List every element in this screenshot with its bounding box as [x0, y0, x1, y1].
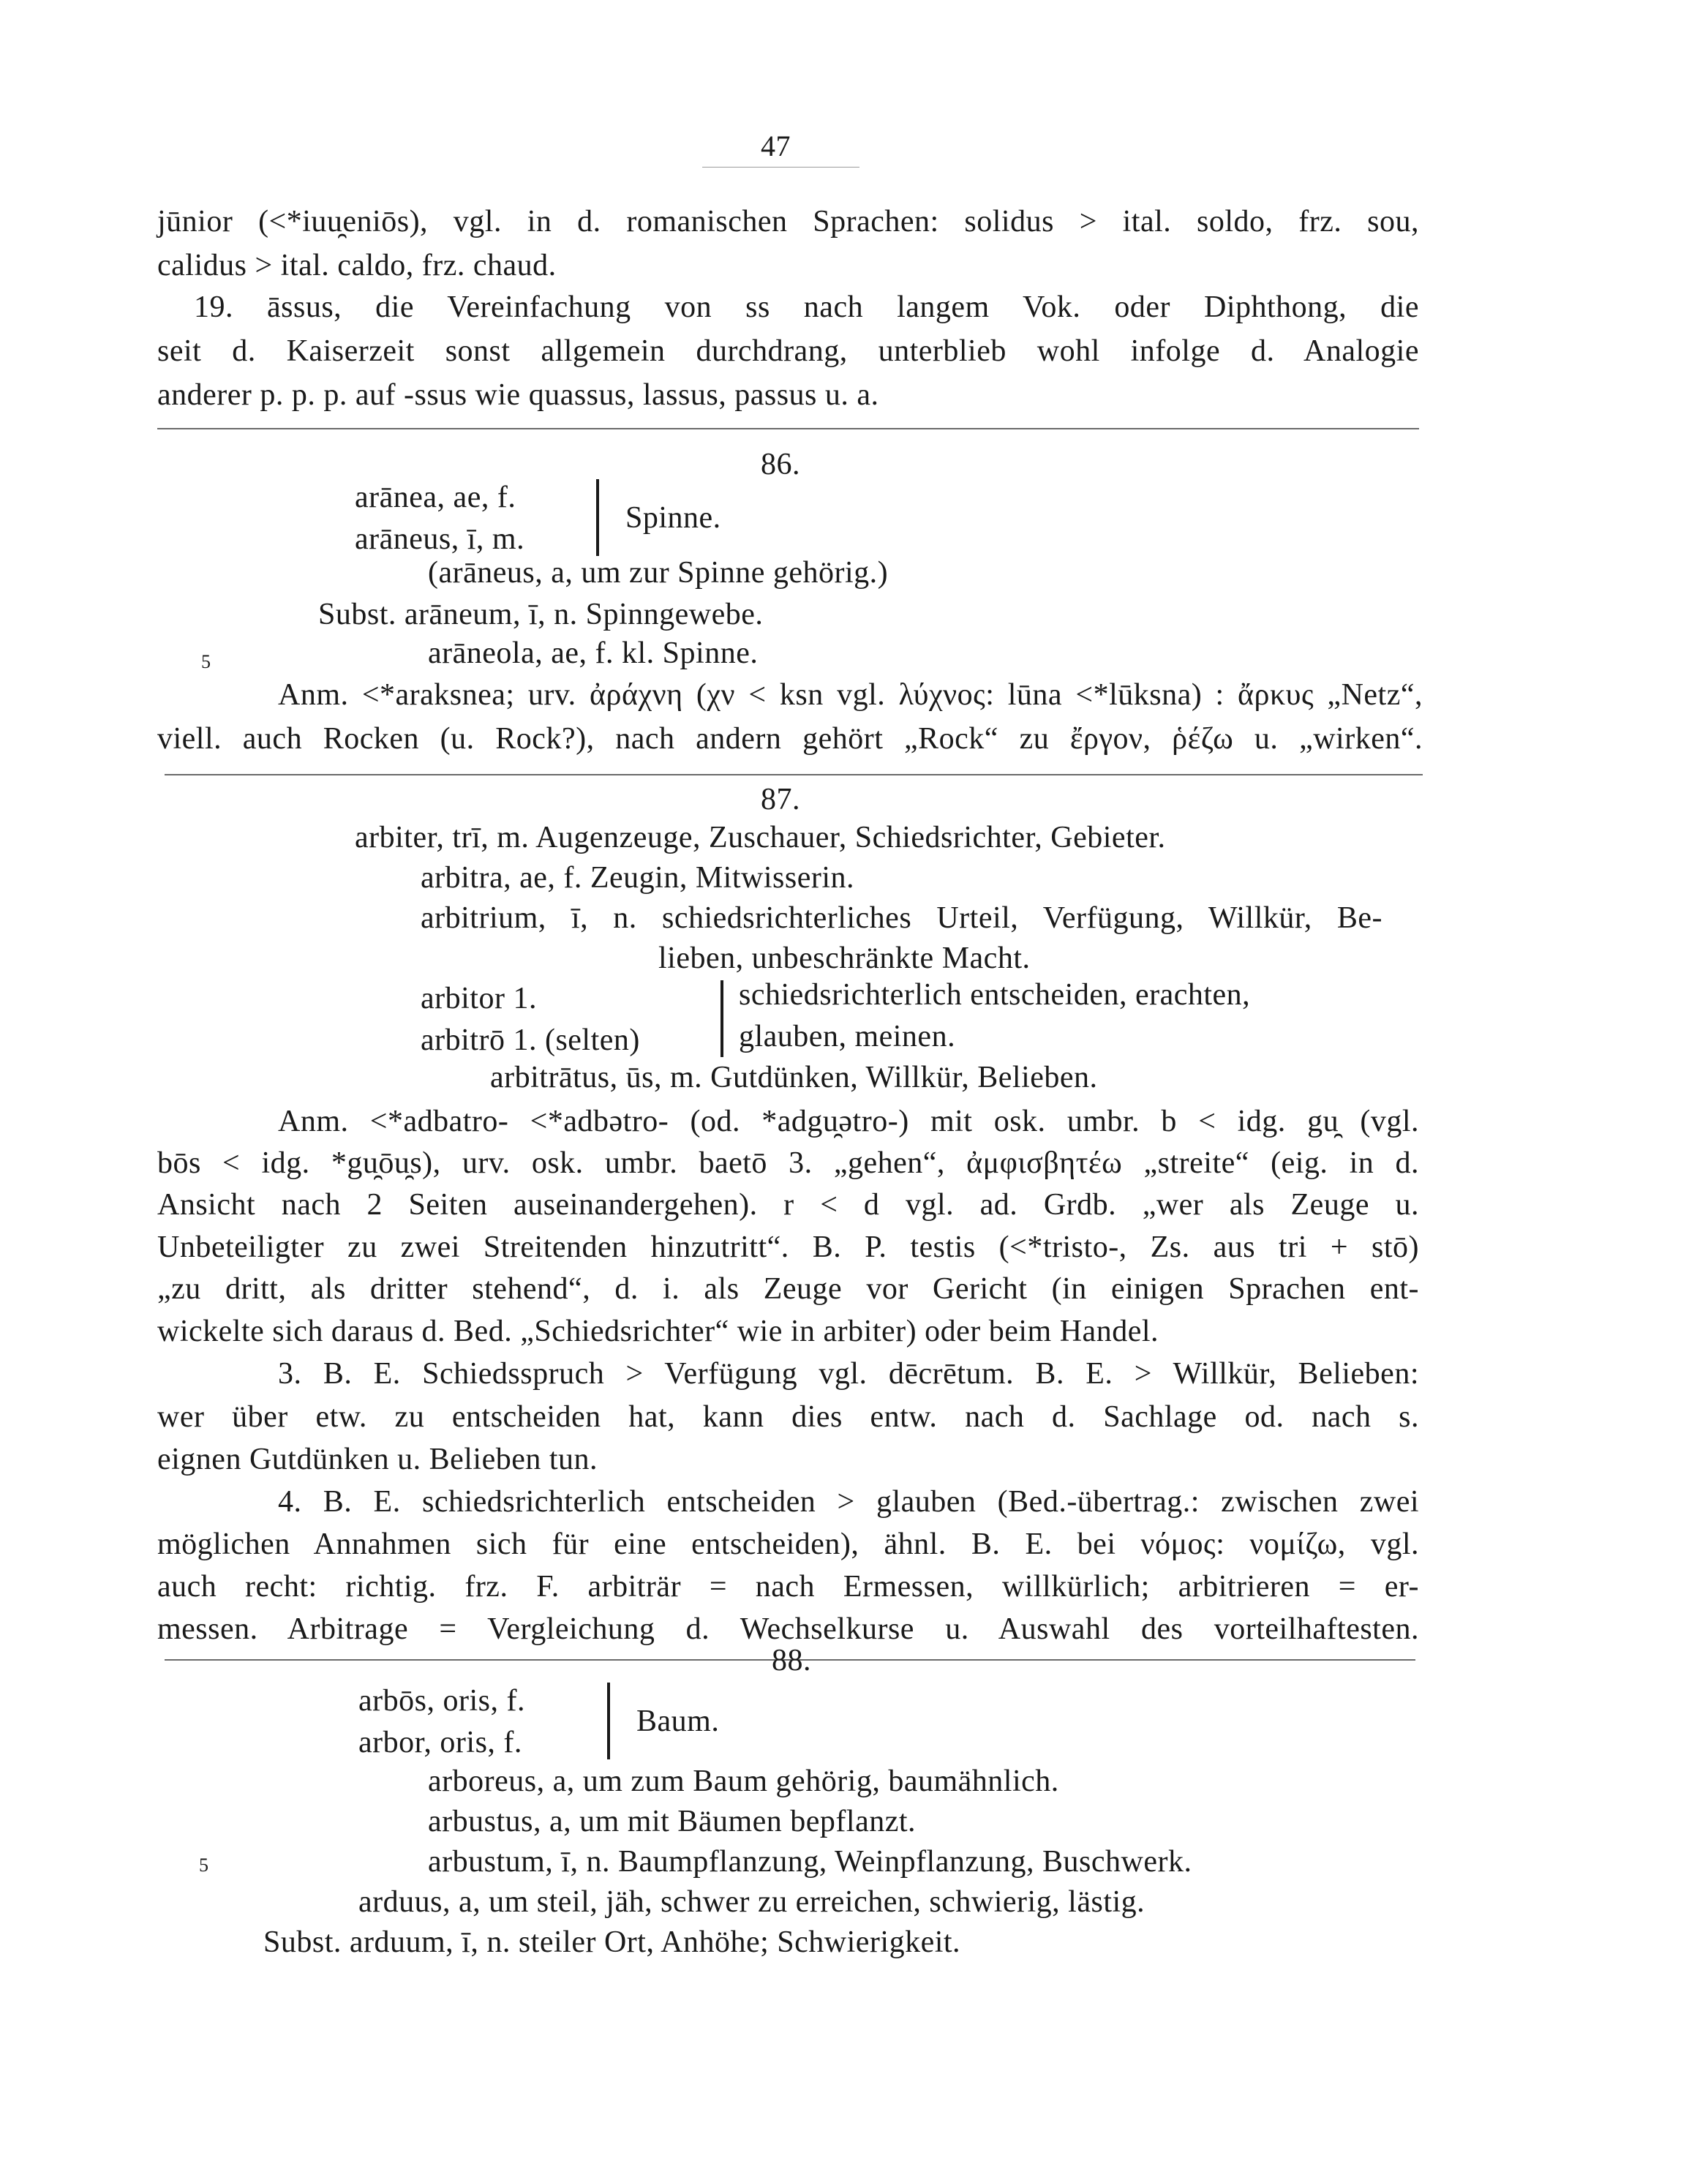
entry-line: (arāneus, a, um zur Spinne gehörig.)	[428, 556, 889, 590]
entry-line: arbitrium, ī, n. schiedsrichterliches Urteil, Verfügung, Willkür, Be-	[421, 901, 1382, 935]
headword: arbitrō 1. (selten)	[421, 1023, 640, 1057]
section-divider	[165, 774, 1423, 775]
anm-line: Unbeteiligter zu zwei Streitenden hinzutritt“. B. P. testis (<*tristo-, Zs. aus tri + stō)	[157, 1230, 1419, 1264]
grouping-brace	[721, 980, 723, 1057]
headword: arāneus, ī, m.	[355, 522, 525, 556]
anm-line: wer über etw. zu entscheiden hat, kann dies entw. nach d. Sachlage od. nach s.	[157, 1400, 1419, 1434]
anm-line: Anm. <*adbatro- <*adbətro- (od. *adgu̯ətro-) mit osk. umbr. b < idg. gu̯ (vgl.	[278, 1105, 1419, 1138]
headword: arānea, ae, f.	[355, 481, 516, 514]
entry-line: arbustus, a, um mit Bäumen bepflanzt.	[428, 1805, 917, 1838]
entry-number: 86.	[761, 448, 800, 481]
grouping-brace	[607, 1683, 610, 1759]
entry-line: arbustum, ī, n. Baumpflanzung, Weinpflanzung, Buschwerk.	[428, 1845, 1192, 1879]
headword: arbiter, trī, m. Augenzeuge, Zuschauer, Schiedsrichter, Gebieter.	[355, 821, 1166, 854]
anm-line: „zu dritt, als dritter stehend“, d. i. als Zeuge vor Gericht (in einigen Sprachen ent-	[157, 1272, 1419, 1306]
entry-line: arāneola, ae, f. kl. Spinne.	[428, 636, 759, 670]
intro-line: 19. āssus, die Vereinfachung von ss nach langem Vok. oder Diphthong, die	[194, 290, 1419, 324]
page-number: 47	[761, 129, 791, 162]
entry-number: 88.	[772, 1644, 811, 1677]
anm-line: bōs < idg. *gu̯ōu̯s), urv. osk. umbr. baetō 3. „gehen“, ἀμφισβητέω „streite“ (eig. in d.	[157, 1146, 1419, 1180]
intro-line: calidus > ital. caldo, frz. chaud.	[157, 249, 557, 282]
entry-line: arbitra, ae, f. Zeugin, Mitwisserin.	[421, 861, 854, 895]
anm-line: Ansicht nach 2 Seiten auseinandergehen). r < d vgl. ad. Grdb. „wer als Zeuge u.	[157, 1188, 1419, 1222]
gloss: Spinne.	[625, 501, 721, 535]
grouping-brace	[596, 479, 599, 556]
section-divider	[157, 428, 1419, 429]
anm-line: Anm. <*araksnea; urv. ἀράχνη (χν < ksn vgl. λύχνος: lūna <*lūksna) : ἄρκυς „Netz“,	[278, 678, 1423, 712]
anm-line: wickelte sich daraus d. Bed. „Schiedsrichter“ wie in arbiter) oder beim Handel.	[157, 1315, 1159, 1348]
anm-line: 3. B. E. Schiedsspruch > Verfügung vgl. dēcrētum. B. E. > Willkür, Belieben:	[278, 1357, 1419, 1391]
anm-line: viell. auch Rocken (u. Rock?), nach andern gehört „Rock“ zu ἔργον, ῥέζω u. „wirken“.	[157, 722, 1423, 756]
entry-line: lieben, unbeschränkte Macht.	[658, 942, 1031, 975]
entry-line: arduus, a, um steil, jäh, schwer zu erreichen, schwierig, lästig.	[358, 1885, 1145, 1919]
line-marker: 5	[199, 1854, 208, 1876]
line-marker: 5	[201, 651, 211, 672]
headword: arbitor 1.	[421, 982, 537, 1015]
headword: arbor, oris, f.	[358, 1726, 522, 1759]
headword: arbōs, oris, f.	[358, 1684, 525, 1718]
intro-line: anderer p. p. p. auf -ssus wie quassus, lassus, passus u. a.	[157, 378, 879, 412]
entry-number: 87.	[761, 783, 800, 816]
anm-line: messen. Arbitrage = Vergleichung d. Wechselkurse u. Auswahl des vorteilhaftesten.	[157, 1612, 1419, 1646]
entry-line: Subst. arāneum, ī, n. Spinngewebe.	[318, 598, 764, 631]
anm-line: auch recht: richtig. frz. F. arbiträr = nach Ermessen, willkürlich; arbitrieren = er-	[157, 1570, 1419, 1604]
anm-line: möglichen Annahmen sich für eine entscheiden), ähnl. B. E. bei νόμος: νομίζω, vgl.	[157, 1527, 1419, 1561]
page-number-underline	[702, 167, 859, 168]
entry-line: arbitrātus, ūs, m. Gutdünken, Willkür, Belieben.	[490, 1061, 1098, 1094]
gloss: Baum.	[636, 1705, 720, 1738]
anm-line: 4. B. E. schiedsrichterlich entscheiden > glauben (Bed.-übertrag.: zwischen zwei	[278, 1485, 1419, 1519]
anm-line: eignen Gutdünken u. Belieben tun.	[157, 1443, 598, 1476]
entry-line: arboreus, a, um zum Baum gehörig, baumähnlich.	[428, 1764, 1059, 1798]
entry-line: Subst. arduum, ī, n. steiler Ort, Anhöhe; Schwierigkeit.	[263, 1925, 961, 1959]
gloss: schiedsrichterlich entscheiden, erachten,	[739, 978, 1251, 1012]
intro-line: jūnior (<*iuu̯eniōs), vgl. in d. romanischen Sprachen: solidus > ital. soldo, frz. sou,	[157, 205, 1419, 238]
intro-line: seit d. Kaiserzeit sonst allgemein durchdrang, unterblieb wohl infolge d. Analogie	[157, 334, 1419, 368]
gloss: glauben, meinen.	[739, 1020, 956, 1053]
